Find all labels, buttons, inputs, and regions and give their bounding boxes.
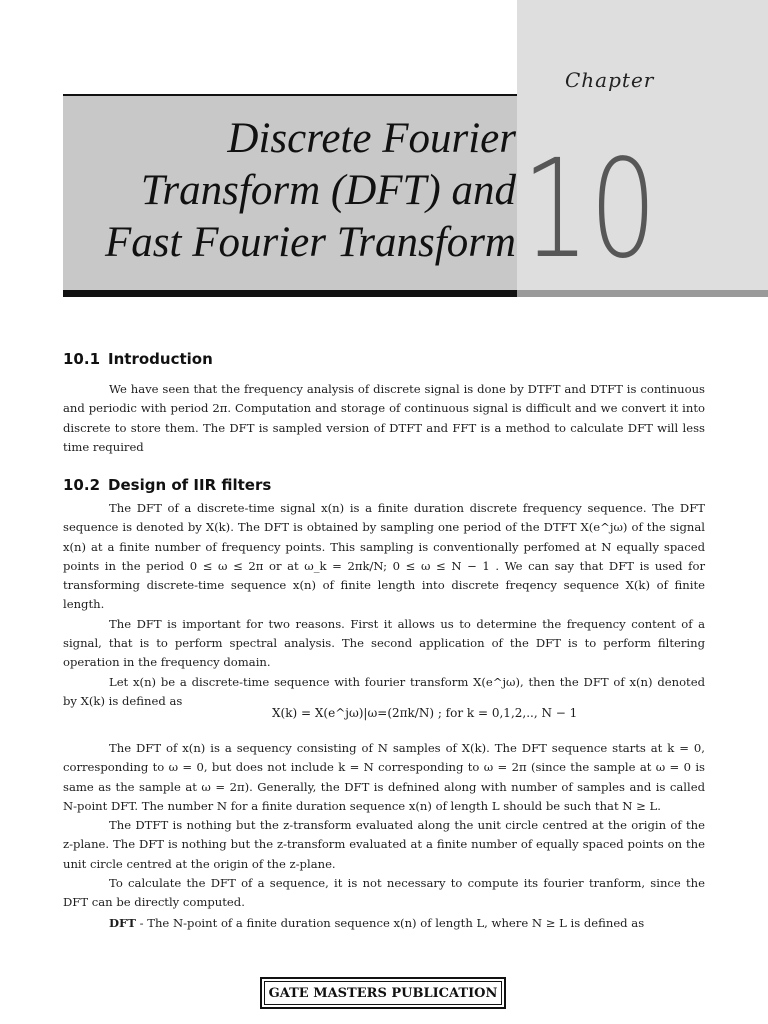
section-heading-design-iir (63, 476, 271, 494)
paragraph: The DFT is important for two reasons. First it allows us to determine the frequency content of a signal, that is to perform spectral analysis. The second application of the DFT is to perform filtering operation in the frequency domain. (63, 616, 705, 670)
publisher-footer (260, 977, 506, 1009)
dft-formula: X(k) = X(e^jω)|ω=(2πk/N) ; for k = 0,1,2,.., N − 1 (272, 706, 578, 720)
introduction-body (63, 380, 705, 457)
section-number: 10.2 (63, 476, 101, 494)
chapter-number: 10 (522, 131, 657, 289)
section-number: 10.1 (63, 350, 101, 368)
paragraph: The DTFT is nothing but the z-transform evaluated along the unit circle centred at the origin of the z-plane. The DFT is nothing but the z-transform evaluated at a finite number of equally spaced points on the unit circle centred at the origin of the z-plane. (63, 818, 705, 871)
section-heading-introduction (63, 350, 213, 368)
chapter-title-line: Discrete Fourier (227, 115, 516, 162)
section-title: Introduction (108, 350, 213, 368)
header-rule-dark (63, 290, 517, 297)
paragraph: To calculate the DFT of a sequence, it is not necessary to compute its fourier tranform, since the DFT can be directly computed. (63, 876, 705, 910)
chapter-title (68, 113, 516, 269)
header-rule-gray (517, 290, 768, 297)
design-iir-body-continued (63, 739, 705, 913)
publisher-name: GATE MASTERS PUBLICATION (264, 981, 502, 1005)
design-iir-body (63, 499, 705, 711)
paragraph: We have seen that the frequency analysis of discrete signal is done by DTFT and DTFT is continuous and periodic with period 2π. Computation and storage of continuous signal is difficult and we convert it into discrete to store them. The DFT is sampled version of DTFT and FFT is a method to calculate DFT will less time required (63, 382, 705, 454)
dft-definition (63, 914, 705, 933)
definition-label: DFT (109, 916, 136, 930)
definition-text: - The N-point of a finite duration sequence x(n) of length L, where N ≥ L is defined as (135, 916, 645, 930)
section-title: Design of IIR filters (108, 476, 272, 494)
paragraph: Let x(n) be a discrete-time sequence with fourier transform X(e^jω), then the DFT of x(n) denoted by X(k) is defined as (63, 674, 705, 708)
chapter-title-line: Fast Fourier Transform (105, 219, 516, 266)
paragraph: The DFT of a discrete-time signal x(n) is a finite duration discrete frequency sequence. The DFT sequence is denoted by X(k). The DFT is obtained by sampling one period of the DTFT X(e^jω) of the signal x(n) at a finite number of frequency points. This sampling is conventionally perfomed at N equally spaced points in the period 0 ≤ ω ≤ 2π or at ω_k = 2πk/N; 0 ≤ ω ≤ N − 1 . We can say that DFT is used for transforming discrete-time sequence x(n) of finite length into discrete freqency sequence X(k) of finite length. (63, 501, 705, 612)
chapter-label: Chapter (565, 68, 655, 92)
chapter-title-line: Transform (DFT) and (140, 167, 516, 214)
paragraph: The DFT of x(n) is a sequency consisting of N samples of X(k). The DFT sequence starts at k = 0, corresponding to ω = 0, but does not include k = N corresponding to ω = 2π (since the sample at ω = 0 is same as the sample at ω = 2π). Generally, the DFT is defnined along with number of samples and is called N-point DFT. The number N for a finite duration sequence x(n) of length L should be such that N ≥ L. (63, 741, 705, 813)
